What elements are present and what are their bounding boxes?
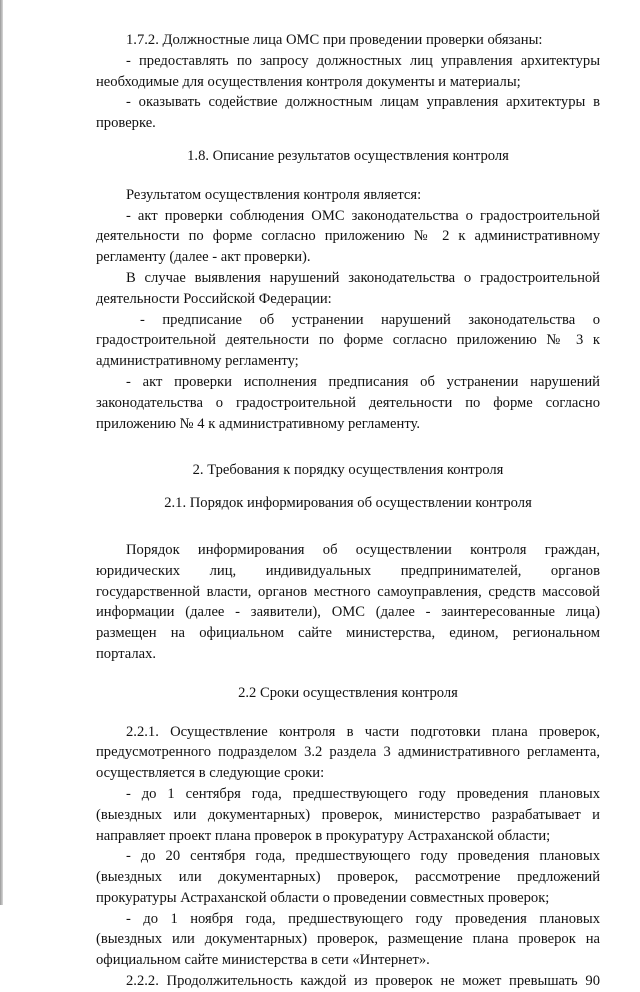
paragraph-line: официальном сайте министерства в сети «Интернет». [96,952,430,969]
paragraph-line: законодательства о градостроительной деятельности по форме согласно [96,394,600,411]
paragraph-line: предусмотренного подразделом 3.2 раздела 3 административного регламента, [96,744,600,761]
paragraph-line: осуществляется в следующие сроки: [96,765,325,782]
paragraph-line: градостроительной деятельности по форме согласно приложению № 3 к [96,332,600,349]
paragraph-line: (выездных или документарных) проверок, рассмотрение предложений [96,869,600,886]
paragraph-line: Порядок информирования об осуществлении контроля граждан, [126,541,600,558]
paragraph-line: - оказывать содействие должностным лицам управления архитектуры в [126,94,600,111]
paragraph-line: - предписание об устранении нарушений законодательства о [140,311,600,328]
paragraph-line: - предоставлять по запросу должностных лиц управления архитектуры [126,52,600,69]
paragraph-line: государственной власти, органов местного самоуправления, средств массовой [96,583,600,600]
paragraph-line: деятельности Российской Федерации: [96,290,332,307]
paragraph-line: направляет проект плана проверок в прокуратуру Астраханской области; [96,827,551,844]
section-2-heading: 2. Требования к порядку осуществления контроля [192,462,504,479]
paragraph-line: - акт проверки соблюдения ОМС законодательства о градостроительной [126,207,600,224]
paragraph-line: регламенту (далее - акт проверки). [96,249,311,266]
paragraph-line: (выездных или документарных) проверок, министерство разрабатывает и [96,806,600,823]
paragraph-line: приложению № 4 к административному регламенту. [96,415,420,432]
paragraph-line: деятельности по форме согласно приложению № 2 к административному [96,228,600,245]
paragraph-line: необходимые для осуществления контроля документы и материалы; [96,73,521,90]
paragraph-line: 2.2.2. Продолжительность каждой из проверок не может превышать 90 [126,973,600,990]
paragraph-line: - до 1 ноября года, предшествующего году проведения плановых [126,910,600,927]
section-1-8-heading: 1.8. Описание результатов осуществления контроля [187,147,509,164]
paragraph-line: проверке. [96,115,156,132]
paragraph-line: информации (далее - заявители), ОМС (далее - заинтересованные лица) [96,604,600,621]
paragraph-line: В случае выявления нарушений законодательства о градостроительной [126,269,600,286]
section-2-1-heading: 2.1. Порядок информирования об осуществлении контроля [164,495,532,512]
paragraph-line: - до 1 сентября года, предшествующего году проведения плановых [126,785,600,802]
scan-edge [0,0,3,905]
document-body [96,30,600,992]
paragraph-line: юридических лиц, индивидуальных предпринимателей, органов [96,562,600,579]
section-2-2-heading: 2.2 Сроки осуществления контроля [238,684,458,701]
paragraph-line: - акт проверки исполнения предписания об устранении нарушений [126,373,600,390]
paragraph-line: Результатом осуществления контроля является: [126,186,422,203]
paragraph-line: порталах. [96,645,157,662]
paragraph-line: административному регламенту; [96,353,299,370]
paragraph-line: (выездных или документарных) проверок, размещение плана проверок на [96,931,600,948]
paragraph-line: 2.2.1. Осуществление контроля в части подготовки плана проверок, [126,723,600,740]
paragraph-line: прокуратуры Астраханской области о проведении совместных проверок; [96,889,550,906]
paragraph-line: размещен на официальном сайте министерства, едином, региональном [96,625,600,642]
paragraph-line: - до 20 сентября года, предшествующего году проведения плановых [126,848,600,865]
section-1-7-2-title: 1.7.2. Должностные лица ОМС при проведении проверки обязаны: [126,32,543,48]
